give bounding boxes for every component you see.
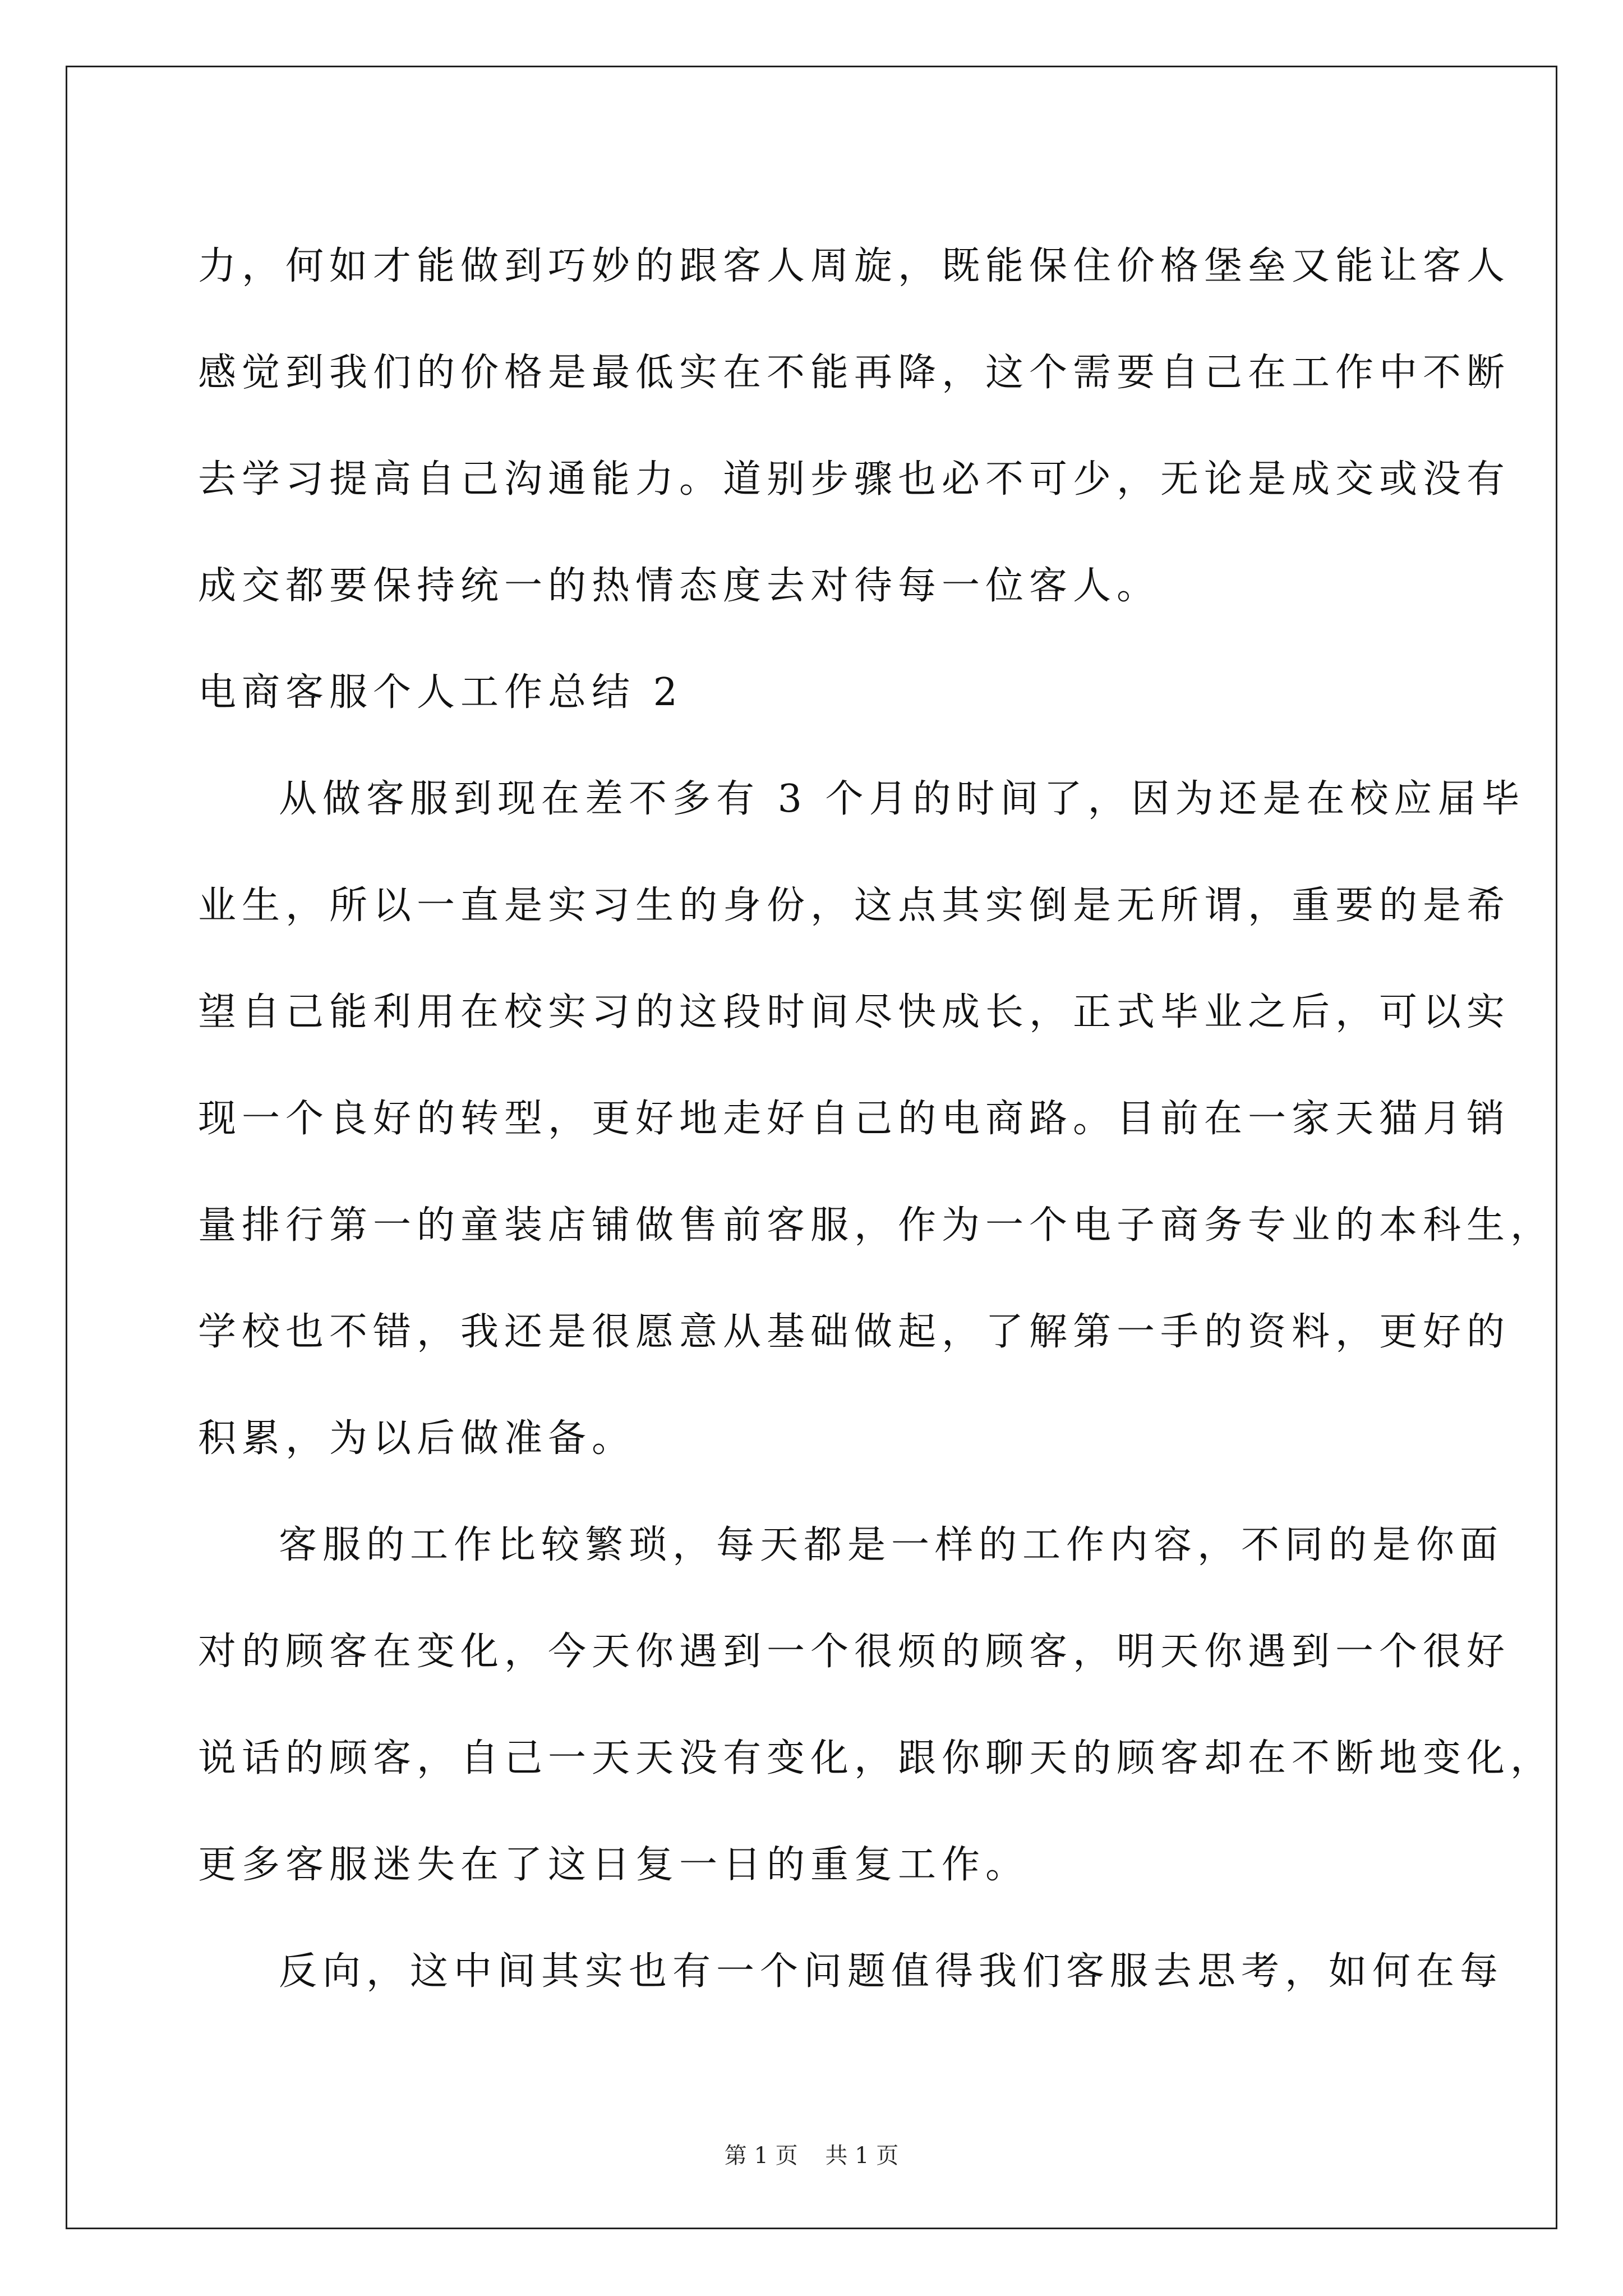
section-heading: 电商客服个人工作总结 2 (198, 670, 683, 715)
paragraph-line: 量排行第一的童装店铺做售前客服，作为一个电子商务专业的本科生， (198, 1203, 1555, 1248)
paragraph-line: 成交都要保持统一的热情态度去对待每一位客人。 (198, 564, 1161, 608)
paragraph-line: 客服的工作比较繁琐，每天都是一样的工作内容，不同的是你面 (279, 1523, 1504, 1567)
paragraph-line: 对的顾客在变化，今天你遇到一个很烦的顾客，明天你遇到一个很好 (198, 1630, 1511, 1674)
total-pages: 共 1 页 (825, 2143, 899, 2169)
paragraph-line: 学校也不错，我还是很愿意从基础做起，了解第一手的资料，更好的 (198, 1310, 1511, 1354)
paragraph-line: 感觉到我们的价格是最低实在不能再降，这个需要自己在工作中不断 (198, 351, 1511, 395)
paragraph-line: 更多客服迷失在了这日复一日的重复工作。 (198, 1843, 1030, 1887)
paragraph-line: 业生，所以一直是实习生的身份，这点其实倒是无所谓，重要的是希 (198, 884, 1511, 928)
paragraph-line: 反向，这中间其实也有一个问题值得我们客服去思考，如何在每 (279, 1949, 1504, 1994)
paragraph-line: 现一个良好的转型，更好地走好自己的电商路。目前在一家天猫月销 (198, 1097, 1511, 1141)
page-footer (0, 2142, 1623, 2170)
paragraph-line: 说话的顾客，自己一天天没有变化，跟你聊天的顾客却在不断地变化， (198, 1736, 1555, 1780)
paragraph-line: 去学习提高自己沟通能力。道别步骤也必不可少，无论是成交或没有 (198, 457, 1511, 501)
page-number: 第 1 页 (724, 2143, 798, 2169)
document-body (198, 213, 1555, 2025)
paragraph-line: 从做客服到现在差不多有 3 个月的时间了，因为还是在校应届毕 (279, 777, 1525, 821)
paragraph-line: 积累，为以后做准备。 (198, 1416, 636, 1461)
paragraph-line: 力，何如才能做到巧妙的跟客人周旋，既能保住价格堡垒又能让客人 (198, 244, 1511, 288)
paragraph-line: 望自己能利用在校实习的这段时间尽快成长，正式毕业之后，可以实 (198, 990, 1511, 1034)
